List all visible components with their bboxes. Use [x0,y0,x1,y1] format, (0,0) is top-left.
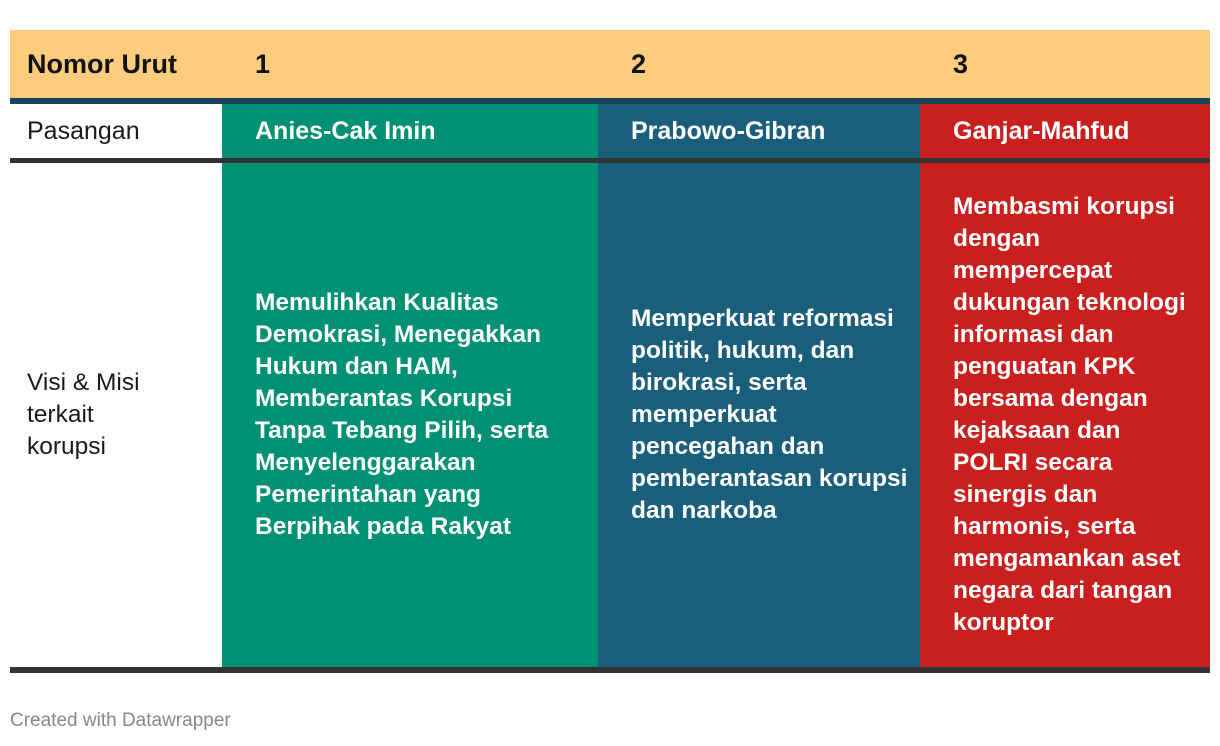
header-label: Nomor Urut [27,48,177,79]
visi-label-cell [10,163,222,667]
pasangan-label: Pasangan [27,116,140,145]
visi-text-2: Memperkuat reformasi politik, hukum, dan birokrasi, serta memperkuat pencegahan dan pemberantasan korupsi dan narkoba [631,305,908,524]
visi-text-1: Memulihkan Kualitas Demokrasi, Menegakkan Hukum dan HAM, Memberantas Korupsi Tanpa Tebang Pilih, serta Menyelenggarakan Pemerintahan yang Berpihak pada Rakyat [255,289,549,540]
pasangan-cell-1: Anies-Cak Imin [222,104,598,158]
pasangan-row [10,104,1210,163]
visi-label: Visi & Misi terkait korupsi [27,369,140,460]
footer-credit: Created with Datawrapper [10,710,231,731]
pasangan-cell-3: Ganjar-Mahfud [920,104,1210,158]
visi-cell-2 [598,163,920,667]
comparison-table [10,30,1210,673]
header-number-3: 3 [953,48,969,79]
header-row [10,30,1210,104]
pasangan-cell-2: Prabowo-Gibran [598,104,920,158]
header-number-1: 1 [255,48,271,79]
header-number-2: 2 [631,48,647,79]
visi-cell-1 [222,163,598,667]
visi-cell-3 [920,163,1210,667]
visi-row [10,163,1210,673]
visi-text-3: Membasmi korupsi dengan mempercepat dukungan teknologi informasi dan penguatan KPK bersama dengan kejaksaan dan POLRI secara sinergis dan harmonis, serta mengamankan aset negara dari tangan koruptor [953,193,1186,636]
